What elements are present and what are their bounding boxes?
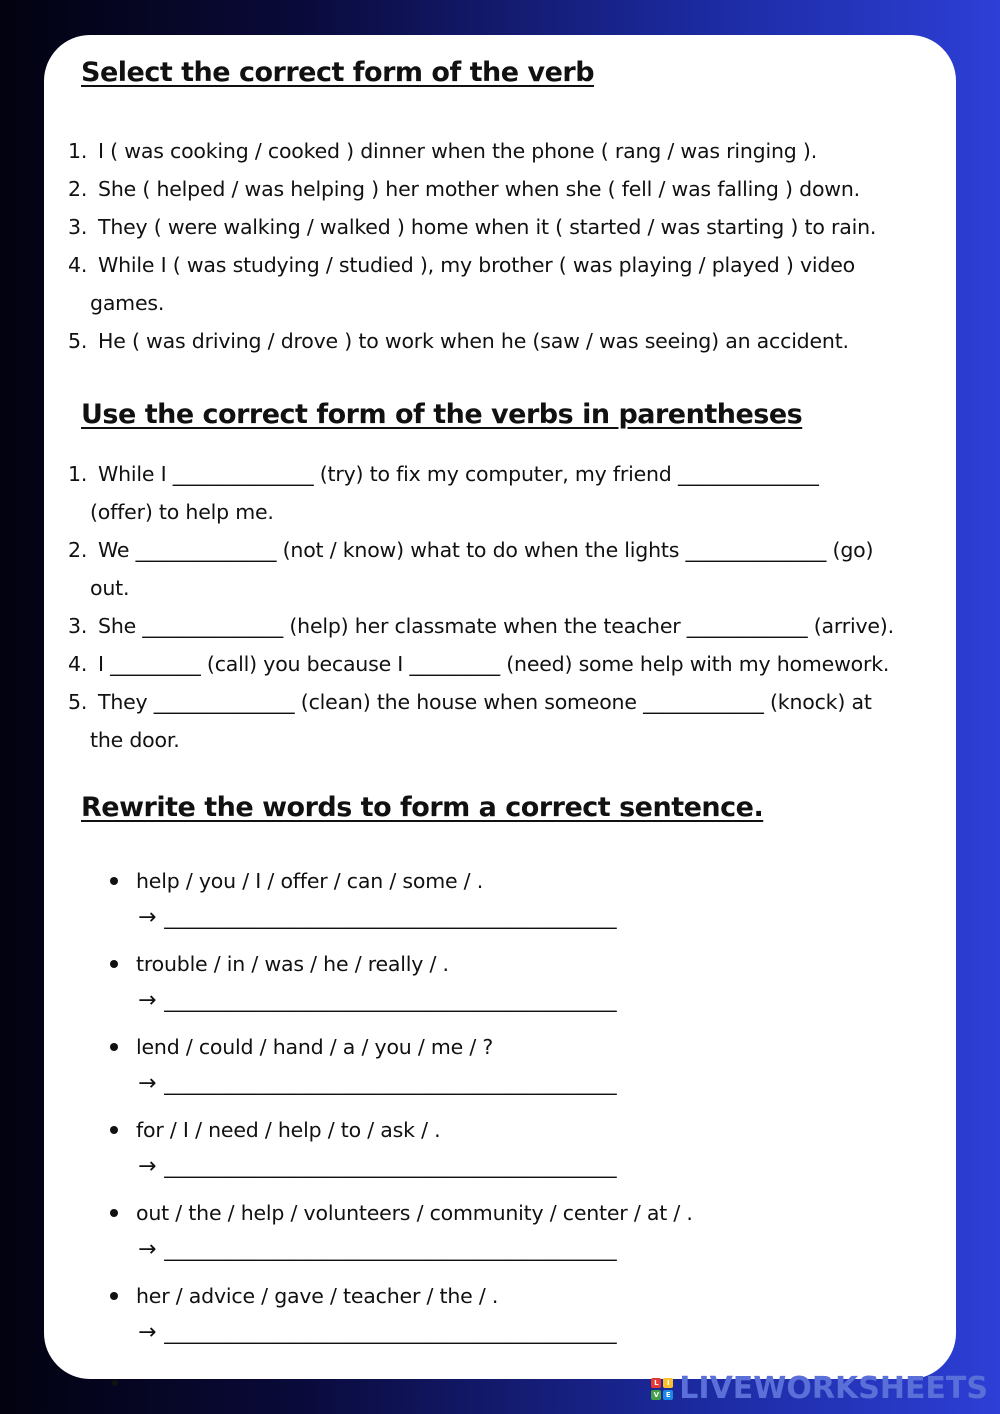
scrambled-words: for / I / need / help / to / ask / . bbox=[136, 1118, 441, 1142]
item-text: He ( was driving / drove ) to work when he (saw / was seeing) an accident. bbox=[98, 329, 849, 353]
liveworksheets-watermark bbox=[651, 1371, 988, 1406]
item-continuation: out. bbox=[90, 576, 130, 600]
bullet-icon bbox=[110, 960, 118, 968]
item-number: 2. bbox=[68, 538, 88, 562]
bullet-icon bbox=[110, 877, 118, 885]
rewrite-item bbox=[106, 863, 693, 946]
worksheet-page bbox=[44, 35, 956, 1379]
answer-line[interactable] bbox=[136, 1065, 693, 1102]
section2-item bbox=[68, 607, 948, 645]
scrambled-words: lend / could / hand / a / you / me / ? bbox=[136, 1035, 494, 1059]
section3-list bbox=[106, 863, 693, 1361]
item-text[interactable]: I _________ (call) you because I _________ (need) some help with my homework. bbox=[98, 652, 890, 676]
item-number: 3. bbox=[68, 614, 88, 638]
item-text: I ( was cooking / cooked ) dinner when the phone ( rang / was ringing ). bbox=[98, 139, 818, 163]
liveworksheets-logo-icon bbox=[651, 1378, 673, 1400]
logo-cell: L bbox=[651, 1378, 661, 1388]
item-continuation: (offer) to help me. bbox=[90, 500, 274, 524]
section2-item bbox=[68, 455, 948, 531]
section1-item bbox=[68, 132, 948, 170]
rewrite-item bbox=[106, 1195, 693, 1278]
item-text: While I ( was studying / studied ), my brother ( was playing / played ) video bbox=[98, 253, 855, 277]
scrambled-words: help / you / I / offer / can / some / . bbox=[136, 869, 484, 893]
scrambled-words: trouble / in / was / he / really / . bbox=[136, 952, 449, 976]
item-number: 1. bbox=[68, 139, 88, 163]
answer-line[interactable] bbox=[136, 1314, 693, 1351]
item-text[interactable]: They ______________ (clean) the house when someone ____________ (knock) at bbox=[98, 690, 872, 714]
logo-cell: I bbox=[663, 1378, 673, 1388]
bullet-icon bbox=[110, 1043, 118, 1051]
item-number: 4. bbox=[68, 652, 88, 676]
section2-title: Use the correct form of the verbs in parentheses bbox=[81, 399, 803, 430]
item-number: 3. bbox=[68, 215, 88, 239]
item-text: She ( helped / was helping ) her mother when she ( fell / was falling ) down. bbox=[98, 177, 860, 201]
arrow-right-icon: → bbox=[138, 1154, 157, 1179]
watermark-text: LIVEWORKSHEETS bbox=[679, 1371, 988, 1406]
section1-item bbox=[68, 322, 948, 360]
arrow-right-icon: → bbox=[138, 988, 157, 1013]
arrow-right-icon: → bbox=[138, 1320, 157, 1345]
section2-item bbox=[68, 531, 948, 607]
arrow-right-icon: → bbox=[138, 1071, 157, 1096]
scrambled-words: out / the / help / volunteers / community / center / at / . bbox=[136, 1201, 693, 1225]
section1-item bbox=[68, 208, 948, 246]
item-number: 2. bbox=[68, 177, 88, 201]
answer-blank[interactable]: _____________________________________________ bbox=[164, 1237, 617, 1261]
bullet-icon bbox=[112, 1380, 118, 1386]
scrambled-words: her / advice / gave / teacher / the / . bbox=[136, 1284, 499, 1308]
arrow-right-icon: → bbox=[138, 1237, 157, 1262]
answer-line[interactable] bbox=[136, 982, 693, 1019]
arrow-right-icon: → bbox=[138, 905, 157, 930]
rewrite-item bbox=[106, 1278, 693, 1361]
bullet-icon bbox=[110, 1209, 118, 1217]
section2-item bbox=[68, 645, 948, 683]
bullet-icon bbox=[110, 1126, 118, 1134]
item-text[interactable]: While I ______________ (try) to fix my computer, my friend ______________ bbox=[98, 462, 819, 486]
answer-blank[interactable]: _____________________________________________ bbox=[164, 1071, 617, 1095]
section1-list bbox=[68, 132, 948, 360]
item-number: 5. bbox=[68, 329, 88, 353]
answer-blank[interactable]: _____________________________________________ bbox=[164, 988, 617, 1012]
logo-cell: V bbox=[651, 1390, 661, 1400]
item-text: They ( were walking / walked ) home when it ( started / was starting ) to rain. bbox=[98, 215, 877, 239]
answer-line[interactable] bbox=[136, 1231, 693, 1268]
item-text[interactable]: We ______________ (not / know) what to do when the lights ______________ (go) bbox=[98, 538, 874, 562]
section1-item bbox=[68, 246, 948, 322]
answer-blank[interactable]: _____________________________________________ bbox=[164, 1154, 617, 1178]
item-number: 1. bbox=[68, 462, 88, 486]
item-number: 4. bbox=[68, 253, 88, 277]
bullet-icon bbox=[110, 1292, 118, 1300]
answer-line[interactable] bbox=[136, 1148, 693, 1185]
section1-title: Select the correct form of the verb bbox=[81, 57, 595, 88]
answer-line[interactable] bbox=[136, 899, 693, 936]
rewrite-item bbox=[106, 1029, 693, 1112]
logo-cell: E bbox=[663, 1390, 673, 1400]
rewrite-item bbox=[106, 946, 693, 1029]
answer-blank[interactable]: _____________________________________________ bbox=[164, 1320, 617, 1344]
answer-blank[interactable]: _____________________________________________ bbox=[164, 905, 617, 929]
section1-item bbox=[68, 170, 948, 208]
rewrite-item bbox=[106, 1112, 693, 1195]
section2-item bbox=[68, 683, 948, 759]
item-number: 5. bbox=[68, 690, 88, 714]
section3-title: Rewrite the words to form a correct sentence. bbox=[81, 792, 764, 823]
item-text[interactable]: She ______________ (help) her classmate when the teacher ____________ (arrive). bbox=[98, 614, 894, 638]
item-continuation: games. bbox=[90, 291, 165, 315]
section2-list bbox=[68, 455, 948, 759]
item-continuation: the door. bbox=[90, 728, 180, 752]
